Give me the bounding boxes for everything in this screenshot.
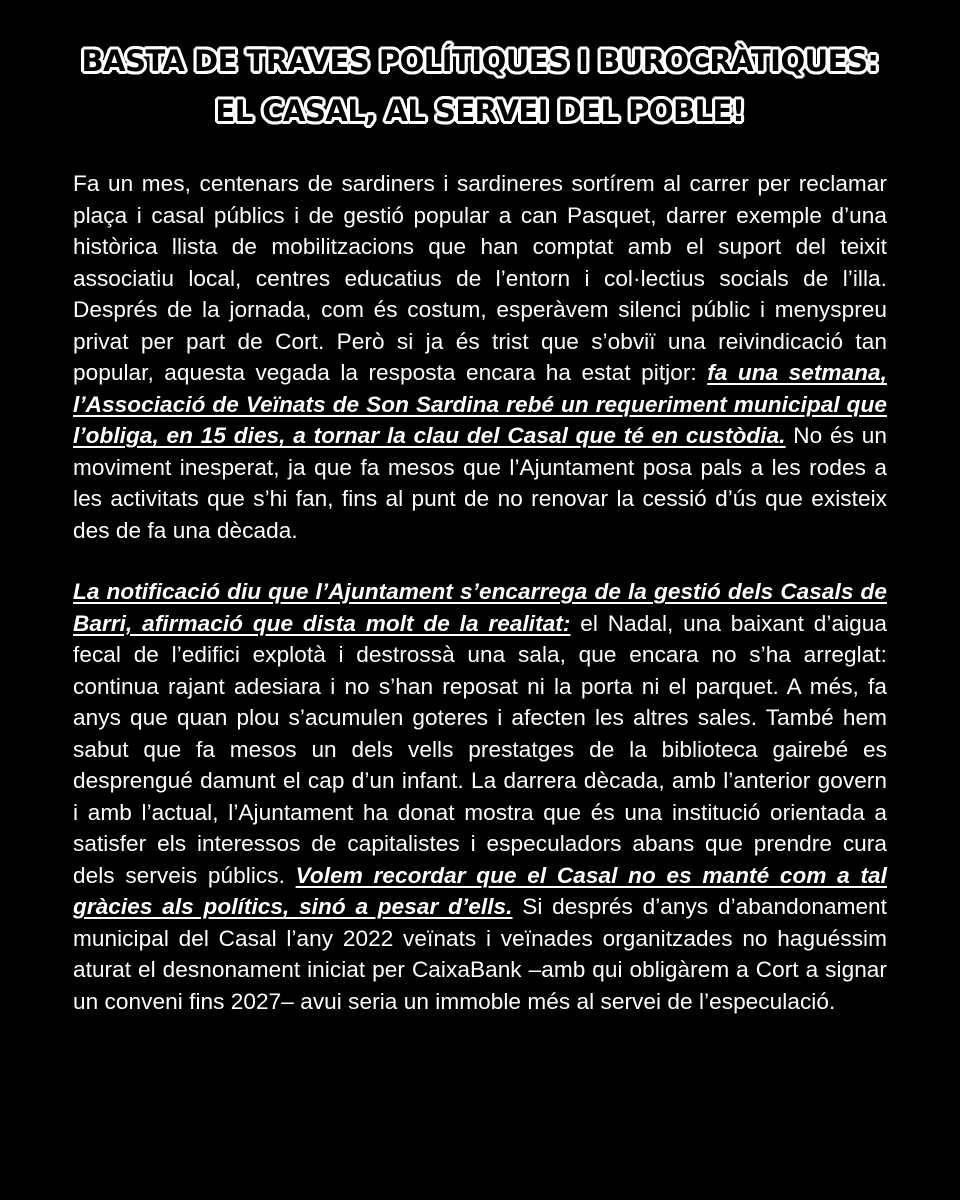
headline-line-2: EL CASAL, AL SERVEI DEL POBLE!: [215, 94, 745, 128]
paragraph-1-text-a: Fa un mes, centenars de sardiners i sardineres sortírem al carrer per reclamar plaça i casal públics i de gestió popular a can Pasquet, darrer exemple d’una històrica llista de mobilitzacions que han comptat amb el suport del teixit associatiu local, centres educatius de l’entorn i col·lectius socials de l’illa. Després de la jornada, com és costum, esperàvem silenci públic i menyspreu privat per part de Cort. Però si ja és trist que s’obviï una reivindicació tan popular, aquesta vegada la resposta encara ha estat pitjor:: [73, 171, 887, 385]
paragraph-2: [73, 576, 887, 1017]
paragraph-2-highlight-b: Volem recordar que el Casal no es manté com a tal gràcies als polítics, sinó a pesar d’ells.: [73, 862, 887, 919]
paragraph-2-highlight-a: La notificació diu que l’Ajuntament s’encarrega de la gestió dels Casals de Barri, afirmació que dista molt de la realitat:: [73, 579, 887, 636]
headline-line-1: BASTA DE TRAVES POLÍTIQUES I BUROCRÀTIQUES:: [81, 44, 879, 78]
paragraph-1-text-b: No és un moviment inesperat, ja que fa mesos que l’Ajuntament posa pals a les rodes a les activitats que s’hi fan, fins al punt de no renovar la cessió d’ús que existeix des de fa una dècada.: [73, 423, 887, 543]
paragraph-1: [73, 168, 887, 546]
paragraph-2-text-b: Si després d’anys d’abandonament municipal del Casal l’any 2022 veïnats i veïnades organitzades no haguéssim aturat el desnonament iniciat per CaixaBank –amb qui obligàrem a Cort a signar un conveni fins 2027– avui seria un immoble més al servei de l’especulació.: [73, 894, 887, 1014]
headline: [73, 0, 887, 136]
paragraph-2-text-a: el Nadal, una baixant d’aigua fecal de l’edifici explotà i destrossà una sala, que encara no s’ha arreglat: continua rajant adesiara i no s’han reposat ni la porta ni el parquet. A més, fa anys que quan plou s’acumulen goteres i afecten les altres sales. També hem sabut que fa mesos un dels vells prestatges de la biblioteca gairebé es desprengué damunt el cap d’un infant. La darrera dècada, amb l’anterior govern i amb l’actual, l’Ajuntament ha donat mostra que és una institució orientada a satisfer els interessos de capitalistes i especuladors abans que prendre cura dels serveis públics.: [73, 610, 887, 888]
paragraph-1-highlight: fa una setmana, l’Associació de Veïnats de Son Sardina rebé un requeriment municipal que l’obliga, en 15 dies, a tornar la clau del Casal que té en custòdia.: [73, 360, 887, 448]
